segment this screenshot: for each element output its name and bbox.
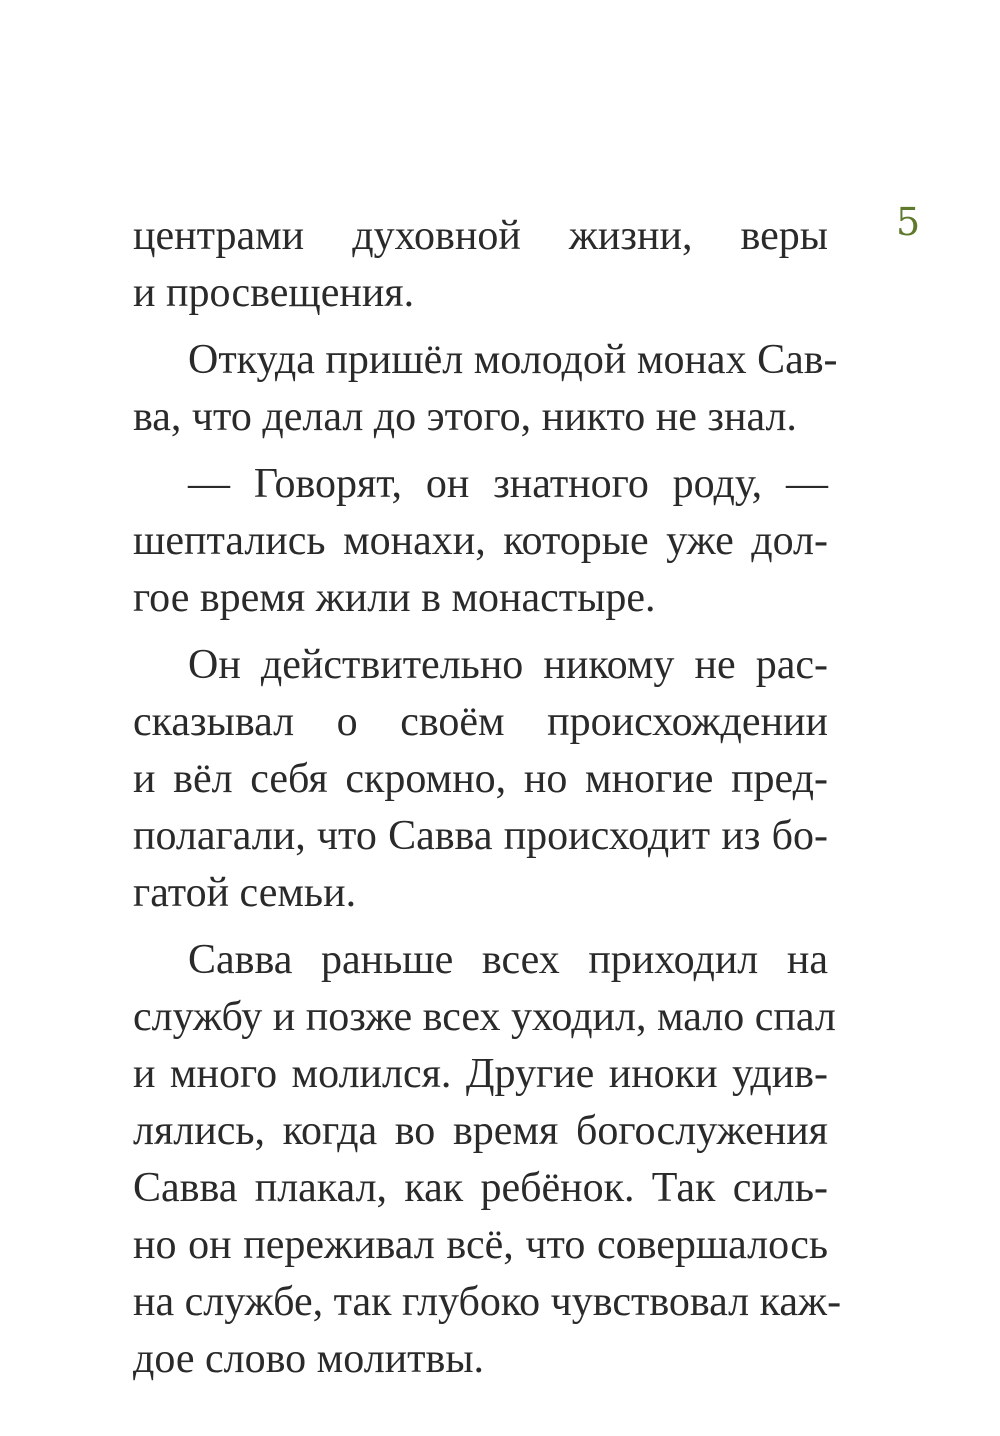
text-line: службу и позже всех уходил, мало спал bbox=[133, 994, 836, 1040]
body-text bbox=[133, 208, 842, 1398]
text-line: лялись, когда во время богослужения bbox=[133, 1108, 828, 1154]
text-line: но он переживал всё, что совершалось bbox=[133, 1222, 828, 1268]
text-line: ва, что делал до этого, никто не знал. bbox=[133, 394, 797, 440]
text-line: Савва раньше всех приходил на bbox=[188, 937, 828, 983]
text-line: сказывал о своём происхождении bbox=[133, 699, 828, 745]
text-line: гое время жили в монастыре. bbox=[133, 575, 656, 621]
text-line: Он действительно никому не рас- bbox=[188, 642, 828, 688]
paragraph bbox=[133, 208, 828, 322]
text-line: гатой семьи. bbox=[133, 870, 357, 916]
text-line: на службе, так глубоко чувствовал каж- bbox=[133, 1279, 842, 1325]
text-line: и много молился. Другие иноки удив- bbox=[133, 1051, 828, 1097]
text-line: Откуда пришёл молодой монах Сав- bbox=[188, 337, 838, 383]
text-line: — Говорят, он знатного роду, — bbox=[188, 461, 828, 507]
text-line: и просвещения. bbox=[133, 270, 415, 316]
paragraph bbox=[133, 637, 828, 922]
text-line: Савва плакал, как ребёнок. Так силь- bbox=[133, 1165, 828, 1211]
text-line: полагали, что Савва происходит из бо- bbox=[133, 813, 828, 859]
paragraph bbox=[133, 932, 842, 1388]
paragraph bbox=[133, 456, 828, 627]
text-line: дое слово молитвы. bbox=[133, 1336, 485, 1382]
text-line: и вёл себя скромно, но многие пред- bbox=[133, 756, 828, 802]
text-line: шептались монахи, которые уже дол- bbox=[133, 518, 828, 564]
page-number: 5 bbox=[896, 200, 921, 244]
text-line: центрами духовной жизни, веры bbox=[133, 213, 828, 259]
paragraph bbox=[133, 332, 838, 446]
